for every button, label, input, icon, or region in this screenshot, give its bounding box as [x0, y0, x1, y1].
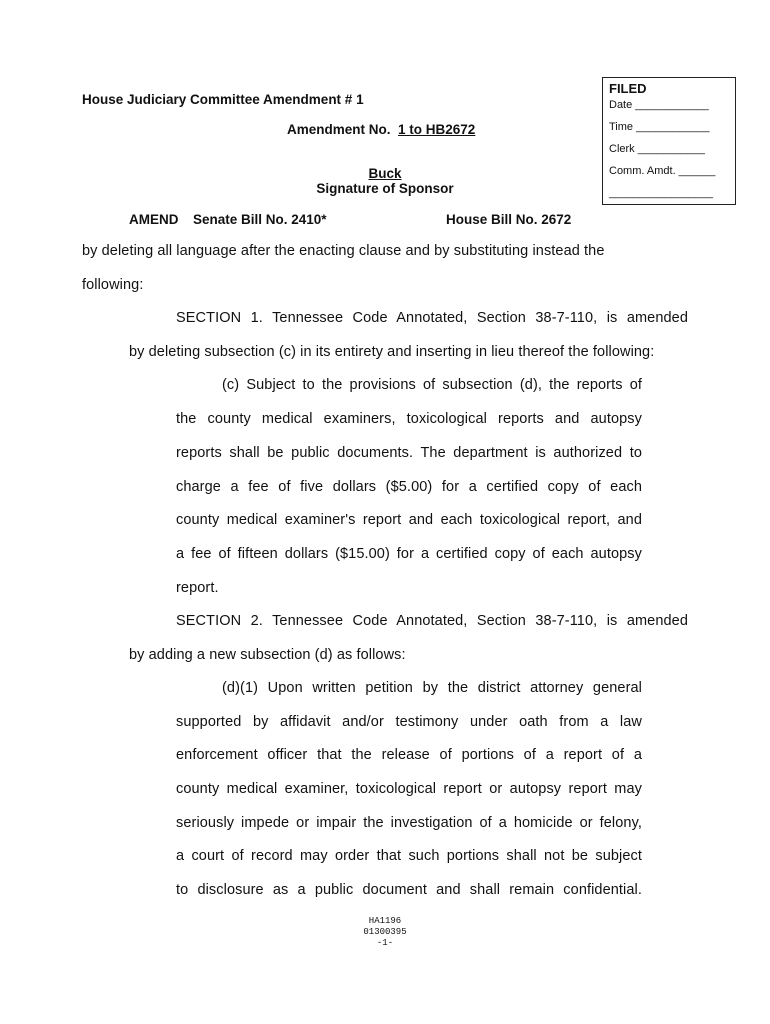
section2-line-2: by adding a new subsection (d) as follows: — [129, 647, 406, 663]
subsection-c-line-1: (c) Subject to the provisions of subsection (d), the reports of — [222, 377, 642, 393]
filed-date-line: Date ____________ — [609, 99, 709, 111]
subsection-d-line-3: enforcement officer that the release of portions of a report of a — [176, 747, 642, 763]
subsection-c-line-3: reports shall be public documents. The department is authorized to — [176, 445, 642, 461]
committee-title: House Judiciary Committee Amendment # 1 — [82, 92, 364, 107]
footer-code-2: 01300395 — [363, 927, 407, 937]
amendment-number — [287, 122, 475, 137]
subsection-d-line-1: (d)(1) Upon written petition by the district attorney general — [222, 680, 642, 696]
sponsor-block — [0, 166, 770, 196]
subsection-c-line-7: report. — [176, 580, 219, 596]
sponsor-name: Buck — [368, 166, 402, 181]
section2-line-1: SECTION 2. Tennessee Code Annotated, Section 38-7-110, is amended — [176, 613, 688, 629]
amend-label: AMEND — [129, 212, 179, 227]
subsection-d-line-4: county medical examiner, toxicological report or autopsy report may — [176, 781, 642, 797]
subsection-c-line-2: the county medical examiners, toxicological reports and autopsy — [176, 411, 642, 427]
filed-time-line: Time ____________ — [609, 121, 710, 133]
subsection-d-line-5: seriously impede or impair the investigation of a homicide or felony, — [176, 815, 642, 831]
filed-title: FILED — [609, 81, 647, 96]
filed-clerk-line: Clerk ___________ — [609, 143, 706, 155]
subsection-c-line-6: a fee of fifteen dollars ($15.00) for a certified copy of each autopsy — [176, 546, 642, 562]
subsection-c-line-5: county medical examiner's report and each toxicological report, and — [176, 512, 642, 528]
subsection-d-line-2: supported by affidavit and/or testimony under oath from a law — [176, 714, 642, 730]
sponsor-label: Signature of Sponsor — [316, 181, 454, 196]
subsection-c-line-4: charge a fee of five dollars ($5.00) for a certified copy of each — [176, 479, 642, 495]
section1-line-1: SECTION 1. Tennessee Code Annotated, Section 38-7-110, is amended — [176, 310, 688, 326]
filed-blank-line: _________________ — [609, 187, 714, 199]
amendment-prefix: Amendment No. — [287, 122, 391, 137]
footer-codes — [0, 916, 770, 949]
house-bill: House Bill No. 2672 — [446, 212, 572, 227]
footer-code-1: HA1196 — [368, 916, 402, 926]
amendment-reference: 1 to HB2672 — [398, 122, 476, 137]
senate-bill: Senate Bill No. 2410* — [193, 212, 327, 227]
subsection-d-line-7: to disclosure as a public document and shall remain confidential. — [176, 882, 642, 898]
subsection-d-line-6: a court of record may order that such portions shall not be subject — [176, 848, 642, 864]
intro-line-1: by deleting all language after the enacting clause and by substituting instead the — [82, 243, 605, 259]
page-number: -1- — [376, 938, 394, 948]
intro-line-2: following: — [82, 277, 144, 293]
filed-comm-amdt-line: Comm. Amdt. ______ — [609, 165, 716, 177]
section1-line-2: by deleting subsection (c) in its entirety and inserting in lieu thereof the following: — [129, 344, 655, 360]
